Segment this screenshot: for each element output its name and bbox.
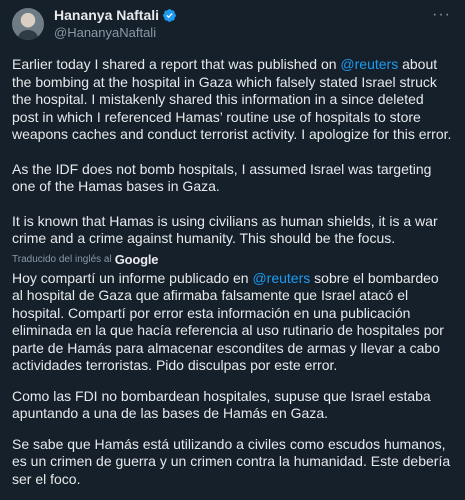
more-icon[interactable]: ··· [432, 6, 451, 23]
tweet-paragraph-1 [12, 56, 453, 144]
translated-text: Hoy compartí un informe publicado en [12, 269, 253, 286]
translated-text: sobre el bombardeo al hospital de Gaza que afirmaba falsamente que Israel atacó el hospital. Compartí por error esta información en una publicación eliminada en la que hacía referencia al uso rutinario de hospitales por parte de Hamás para almacenar escondites de armas y llevar a cabo actividades terroristas. Pido disculpas por este error. [12, 269, 444, 373]
mention-link[interactable]: @reuters [340, 56, 399, 72]
avatar[interactable] [12, 8, 44, 40]
tweet-paragraph-2: As the IDF does not bomb hospitals, I assumed Israel was targeting one of the Hamas bases in Gaza. [12, 160, 432, 194]
translated-paragraph-1 [12, 270, 453, 375]
translated-paragraph-3: Se sabe que Hamás está utilizando a civiles como escudos humanos, es un crimen de guerra y un crimen contra la humanidad. Este debería ser el foco. [12, 435, 451, 487]
tweet-text: about the bombing at the hospital in Gaza which falsely stated Israel struck the hospital. I mistakenly shared this information in a since deleted post in which I referenced Hamas’ routine use of hospitals to store weapons caches and conduct terrorist activity. I apologize for this error. [12, 56, 452, 142]
translation-label: Traducido del inglés al [12, 254, 112, 265]
google-logo: Google [114, 252, 159, 267]
translation-attribution[interactable] [12, 253, 453, 267]
tweet-paragraph-3: It is known that Hamas is using civilians as human shields, it is a war crime and a crime against humanity. This should be the focus. [12, 212, 438, 246]
author-info [54, 8, 177, 40]
tweet-header [12, 8, 453, 48]
tweet-text: Earlier today I shared a report that was published on [12, 56, 341, 72]
name-row [54, 8, 177, 23]
mention-link[interactable]: @reuters [252, 269, 311, 286]
author-handle[interactable]: @HananyaNaftali [54, 25, 157, 40]
tweet-body [12, 56, 453, 248]
author-display-name[interactable]: Hananya Naftali [54, 7, 160, 23]
translated-paragraph-2: Como las FDI no bombardean hospitales, supuse que Israel estaba apuntando a una de las bases de Hamás en Gaza. [12, 387, 431, 421]
verified-badge-icon [162, 8, 177, 23]
translated-body [12, 270, 453, 489]
